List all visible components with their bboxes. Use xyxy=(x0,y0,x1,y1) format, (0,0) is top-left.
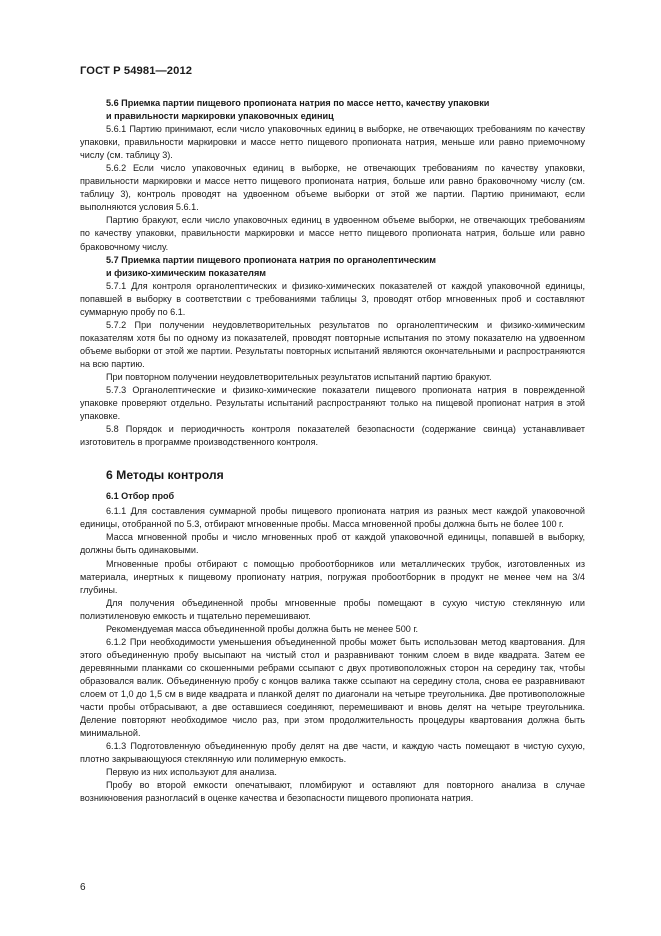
paragraph-5-7-2-reject: При повторном получении неудовлетворительных результатов испытаний партию бракуют. xyxy=(106,371,492,382)
section-6-title: 6 Методы контроля xyxy=(106,468,224,483)
paragraph-6-1-1-combined: Для получения объединенной пробы мгновенные пробы помещают в сухую чистую стеклянную или полиэтиленовую емкость и тщательно перемешивают. xyxy=(80,597,585,621)
paragraph-5-7-1: 5.7.1 Для контроля органолептических и физико-химических показателей от каждой упаковочной единицы, попавшей в выборку в соответствии с требованиями таблицы 3, проводят отбор мгновенных проб и составляют суммарную пробу по 6.1. xyxy=(80,280,585,317)
paragraph-6-1-1-samplers: Мгновенные пробы отбирают с помощью пробоотборников или металлических трубок, изготовленных из материала, инертных к пищевому пропионату натрия, погружая пробоотборник в продукт не менее чем на 3/4 глубины. xyxy=(80,558,585,595)
paragraph-6-1-3: 6.1.3 Подготовленную объединенную пробу делят на две части, и каждую часть помещают в чистую сухую, плотно закрывающуюся стеклянную или полимерную емкость. xyxy=(80,741,585,765)
paragraph-6-1-2: 6.1.2 При необходимости уменьшения объединенной пробы может быть использован метод квартования. Для этого объединенную пробу высыпают на чистый стол и разравнивают тонким слоем в виде квадрата. Затем ее деревянными планками со скошенными ребрами ссыпают с двух противоположных сторон на середину так, чтобы образовался валик. Объединенную пробу с концов валика также ссыпают на середину стола, снова ее разравнивают слоем от 1,0 до 1,5 см в виде квадрата и планкой делят по диагонали на четыре треугольника. Две противоположные части пробы отбрасывают, а две оставшиеся соединяют, перемешивают и вновь делят на четыре треугольника. Деление повторяют необходимое число раз, при этом продолжительность процедуры квартования должна быть минимальной. xyxy=(80,636,585,739)
subsection-5-7-title-line2: и физико-химическим показателям xyxy=(106,267,266,278)
subsection-5-7-title-line1: 5.7 Приемка партии пищевого пропионата натрия по органолептическим xyxy=(106,254,436,265)
paragraph-5-6-1: 5.6.1 Партию принимают, если число упаковочных единиц в выборке, не отвечающих требованиям по качеству упаковки, правильности маркировки и массе нетто пищевого пропионата натрия, меньше или равно приемочному числу (см. таблицу 3). xyxy=(80,124,585,161)
page-content xyxy=(80,97,585,805)
paragraph-5-7-3: 5.7.3 Органолептические и физико-химические показатели пищевого пропионата натрия в поврежденной упаковке проверяют отдельно. Результаты испытаний распространяют только на пищевой пропионат натрия в этой упаковке. xyxy=(80,385,585,422)
paragraph-5-7-2: 5.7.2 При получении неудовлетворительных результатов по органолептическим и физико-химическим показателям хотя бы по одному из показателей, проводят повторные испытания по этому показателю на удвоенном объеме выборки от этой же партии. Результаты повторных испытаний являются окончательными и распространяются на всю партию. xyxy=(80,319,585,369)
paragraph-6-1-3-second: Пробу во второй емкости опечатывают, пломбируют и оставляют для повторного анализа в случае возникновения разногласий в оценке качества и безопасности пищевого пропионата натрия. xyxy=(80,780,585,804)
paragraph-6-1-1-mass: Масса мгновенной пробы и число мгновенных проб от каждой упаковочной единицы, попавшей в выборку, должны быть одинаковыми. xyxy=(80,532,585,556)
paragraph-5-8: 5.8 Порядок и периодичность контроля показателей безопасности (содержание свинца) устанавливает изготовитель в программе производственного контроля. xyxy=(80,424,585,448)
paragraph-6-1-3-first: Первую из них используют для анализа. xyxy=(106,767,277,778)
subsection-5-6-title-line1: 5.6 Приемка партии пищевого пропионата натрия по массе нетто, качеству упаковки xyxy=(106,98,490,108)
document-code-header: ГОСТ Р 54981—2012 xyxy=(80,65,193,77)
paragraph-6-1-1: 6.1.1 Для составления суммарной пробы пищевого пропионата натрия из разных мест каждой упаковочной единицы, отобранной по 5.3, отбирают мгновенные пробы. Масса мгновенной пробы должна быть не более 100 г. xyxy=(80,506,585,530)
paragraph-5-6-2: 5.6.2 Если число упаковочных единиц в выборке, не отвечающих требованиям по качеству упаковки, правильности маркировки и массе нетто пищевого пропионата натрия, больше или равно браковочному числу (см. таблицу 3), контроль проводят на удвоенном объеме выборки от этой же партии. Партию принимают, если выполняются условия 5.6.1. xyxy=(80,163,585,213)
subsection-5-6-title-line2: и правильности маркировки упаковочных единиц xyxy=(106,111,334,122)
paragraph-6-1-1-recommended-mass: Рекомендуемая масса объединенной пробы должна быть не менее 500 г. xyxy=(106,623,419,634)
subsection-6-1-title: 6.1 Отбор проб xyxy=(106,491,175,502)
paragraph-5-6-2-reject: Партию бракуют, если число упаковочных единиц в удвоенном объеме выборки, не отвечающих требованиям по качеству упаковки, правильности маркировки и массе нетто пищевого пропионата натрия, больше или равно браковочному числу. xyxy=(80,215,585,252)
page-number: 6 xyxy=(80,882,86,893)
